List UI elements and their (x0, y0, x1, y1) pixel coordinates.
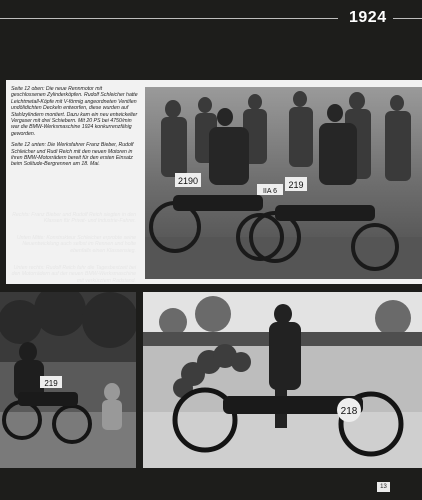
plate-number: 218 (340, 406, 358, 417)
caption-right-3: Unten rechts: Rudolf Reich fuhr die Tagesbestzeit bei den Motorrädern auf der neuen BMW-Werksmaschine mit verkürztem Radstand. (11, 265, 136, 284)
year-heading: 1924 (349, 9, 387, 26)
plate-number: IIA 6 (262, 188, 278, 195)
plate-number: 219 (44, 379, 58, 388)
caption-paragraph: Seite 12 unten: Die Werksfahrer Franz Bieber, Rudolf Schleicher und Rudi Reich mit den neuen Motoren in ihren BMW-Motorrädern bereit für den ersten Einsatz beim Solitude-Bergrennen am 18. Mai. (11, 142, 134, 168)
caption-right-2: Unten Mitte: Konstrukteur Schleicher erprobte seine Neuentwicklung auch selbst im Rennen und holte ebenfalls einen Klassensieg. (16, 235, 136, 254)
plate-number: 2190 (177, 176, 199, 186)
caption-right-1: Rechts: Franz Bieber und Rudolf Reich siegten in den Klassen für Privat- und Industrie-Fahrer. (12, 212, 136, 225)
plate-number: 219 (288, 180, 304, 190)
caption-top-left (11, 86, 138, 173)
page-number: 13 (377, 482, 390, 492)
caption-paragraph: Seite 12 oben: Die neue Rennmotor mit geschlossenen Zylinderköpfen. Rudolf Schleicher hatte Leichtmetall-Köpfe mit V-förmig angeordneten Ventilen undölidichten Deckeln entworfen, diese wurden auf Stahlzylindern montiert. Dazu kam ein neu entwickelter Vergaser mit drei Schiebern. Mit 20 PS bei 4750/min war die BMW-Werksmaschine 1924 konkurrenzfähig geworden. (11, 86, 138, 137)
header-rule-right (393, 18, 422, 19)
photo-riders-group (145, 87, 422, 279)
photo-racer-track (0, 292, 136, 468)
photo-rider-wreath (143, 292, 422, 468)
header-rule-left (0, 18, 338, 19)
